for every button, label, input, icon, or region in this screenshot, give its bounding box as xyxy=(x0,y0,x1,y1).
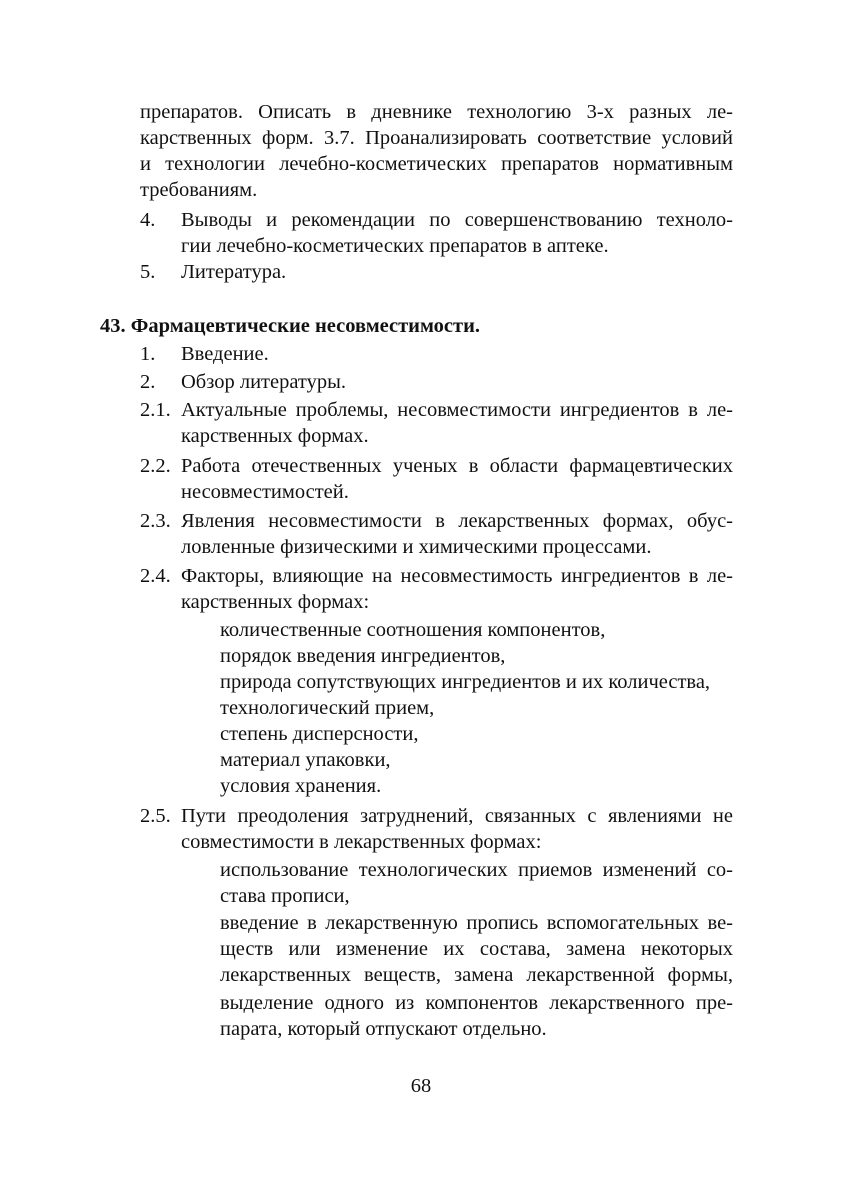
intro-line-4: требованиям. xyxy=(140,179,258,201)
section-item-2-5-number: 2.5. xyxy=(140,805,171,827)
section-item-2-1-number: 2.1. xyxy=(140,399,171,421)
section-item-2-number: 2. xyxy=(140,371,156,393)
solution-line: ществ или изменение их состава, замена некоторых xyxy=(220,938,733,960)
section-item-2-1-line-2: карственных формах. xyxy=(181,425,369,447)
section-item-2-2-line-2: несовместимостей. xyxy=(181,481,349,503)
section-item-2-5-line-1: Пути преодоления затруднений, связанных с явлениями не xyxy=(181,805,733,827)
item-4-line-2: гии лечебно-косметических препаратов в аптеке. xyxy=(181,235,609,257)
solution-line: лекарственных веществ, замена лекарственной формы, xyxy=(220,964,733,986)
solution-line: использование технологических приемов изменений со- xyxy=(220,859,733,881)
section-item-2-4-line-2: карственных формах: xyxy=(181,591,370,613)
factor-line: материал упаковки, xyxy=(220,749,391,771)
section-item-2-3-line-2: ловленные физическими и химическими процессами. xyxy=(181,536,652,558)
section-item-2-2-line-1: Работа отечественных ученых в области фармацевтических xyxy=(181,455,733,477)
factor-line: количественные соотношения компонентов, xyxy=(220,619,606,641)
factor-line: природа сопутствующих ингредиентов и их количества, xyxy=(220,671,711,693)
section-item-2-4-number: 2.4. xyxy=(140,565,171,587)
solution-line: введение в лекарственную пропись вспомогательных ве- xyxy=(220,912,733,934)
section-item-2-1-line-1: Актуальные проблемы, несовместимости ингредиентов в ле- xyxy=(181,399,733,421)
section-item-2-3-line-1: Явления несовместимости в лекарственных формах, обус- xyxy=(181,510,733,532)
solution-line: става прописи, xyxy=(220,885,350,907)
solution-line: парата, который отпускают отдельно. xyxy=(220,1018,547,1040)
item-4-line-1: Выводы и рекомендации по совершенствованию техноло- xyxy=(181,209,733,231)
intro-line-2: карственных форм. 3.7. Проанализировать соответствие условий xyxy=(140,127,733,149)
page-number: 68 xyxy=(410,1075,432,1097)
section-item-1-number: 1. xyxy=(140,343,156,365)
factor-line: порядок введения ингредиентов, xyxy=(220,645,506,667)
factor-line: технологический прием, xyxy=(220,697,435,719)
factor-line: степень дисперсности, xyxy=(220,723,419,745)
item-5-line-1: Литература. xyxy=(181,261,287,283)
section-item-2-5-line-2: совместимости в лекарственных формах: xyxy=(181,831,542,853)
item-5-number: 5. xyxy=(140,261,156,283)
item-4-number: 4. xyxy=(140,209,156,231)
section-item-2-line-1: Обзор литературы. xyxy=(181,371,347,393)
intro-line-3: и технологии лечебно-косметических препаратов нормативным xyxy=(140,153,733,175)
solution-line: выделение одного из компонентов лекарственного пре- xyxy=(220,992,733,1014)
section-item-1-line-1: Введение. xyxy=(181,343,269,365)
section-item-2-2-number: 2.2. xyxy=(140,455,171,477)
section-item-2-4-line-1: Факторы, влияющие на несовместимость ингредиентов в ле- xyxy=(181,565,733,587)
factor-line: условия хранения. xyxy=(220,775,382,797)
section-item-2-3-number: 2.3. xyxy=(140,510,171,532)
intro-line-1: препаратов. Описать в дневнике технологию 3-х разных ле- xyxy=(140,101,733,123)
section-title: 43. Фармацевтические несовместимости. xyxy=(100,315,481,337)
